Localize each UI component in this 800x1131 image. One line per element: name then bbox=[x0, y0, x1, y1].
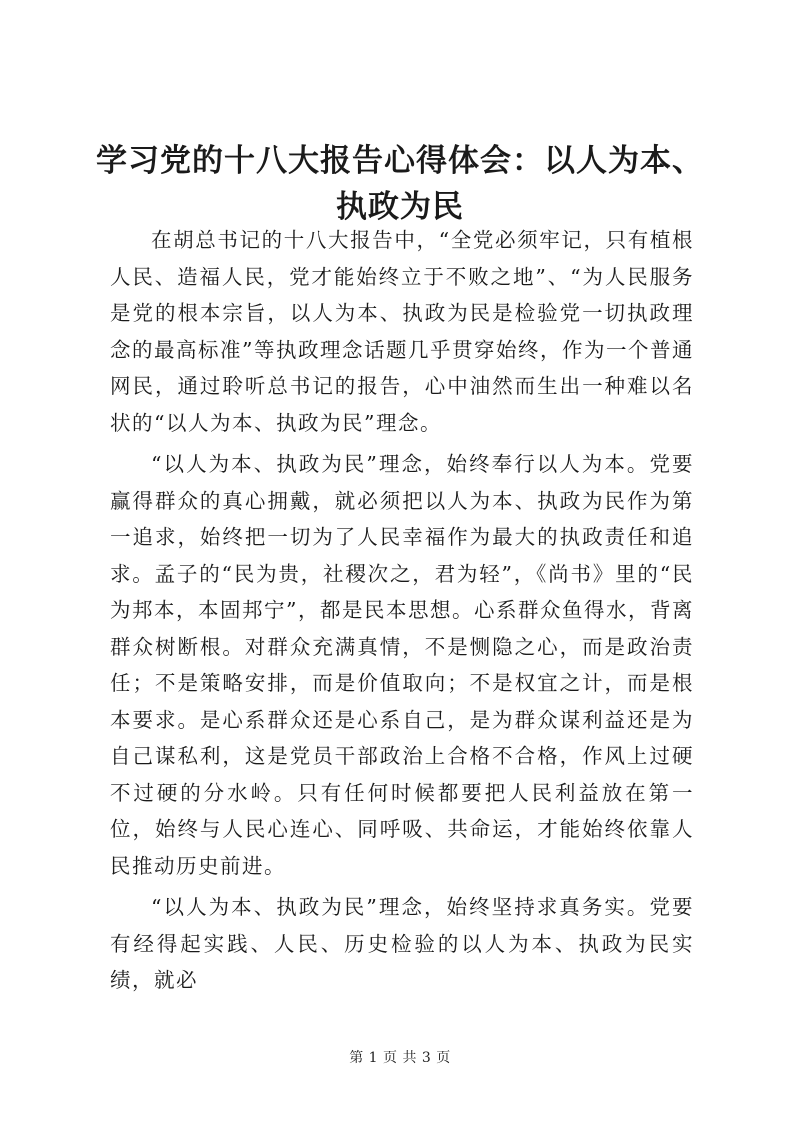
document-title: 学习党的十八大报告心得体会：以人为本、执政为民 bbox=[96, 143, 704, 225]
document-body bbox=[110, 222, 694, 1004]
paragraph-2: “以人为本、执政为民”理念，始终奉行以人为本。党要赢得群众的真心拥戴，就必须把以人为本、执政为民作为第一追求，始终把一切为了人民幸福作为最大的执政责任和追求。孟子的“民为贵，社稷次之，君为轻”，《尚书》里的“民为邦本，本固邦宁”，都是民本思想。心系群众鱼得水，背离群众树断根。对群众充满真情，不是恻隐之心，而是政治责任；不是策略安排，而是价值取向；不是权宜之计，而是根本要求。是心系群众还是心系自己，是为群众谋利益还是为自己谋私利，这是党员干部政治上合格不合格，作风上过硬不过硬的分水岭。只有任何时候都要把人民利益放在第一位，始终与人民心连心、同呼吸、共命运，才能始终依靠人民推动历史前进。 bbox=[110, 452, 694, 878]
paragraph-3: “以人为本、执政为民”理念，始终坚持求真务实。党要有经得起实践、人民、历史检验的以人为本、执政为民实绩，就必 bbox=[110, 895, 694, 992]
page-footer: 第 1 页 共 3 页 bbox=[349, 1050, 451, 1066]
paragraph-1: 在胡总书记的十八大报告中，“全党必须牢记，只有植根人民、造福人民，党才能始终立于不败之地”、“为人民服务是党的根本宗旨，以人为本、执政为民是检验党一切执政理念的最高标准”等执政理念话题几乎贯穿始终，作为一个普通网民，通过聆听总书记的报告，心中油然而生出一种难以名状的“以人为本、执政为民”理念。 bbox=[110, 228, 694, 435]
